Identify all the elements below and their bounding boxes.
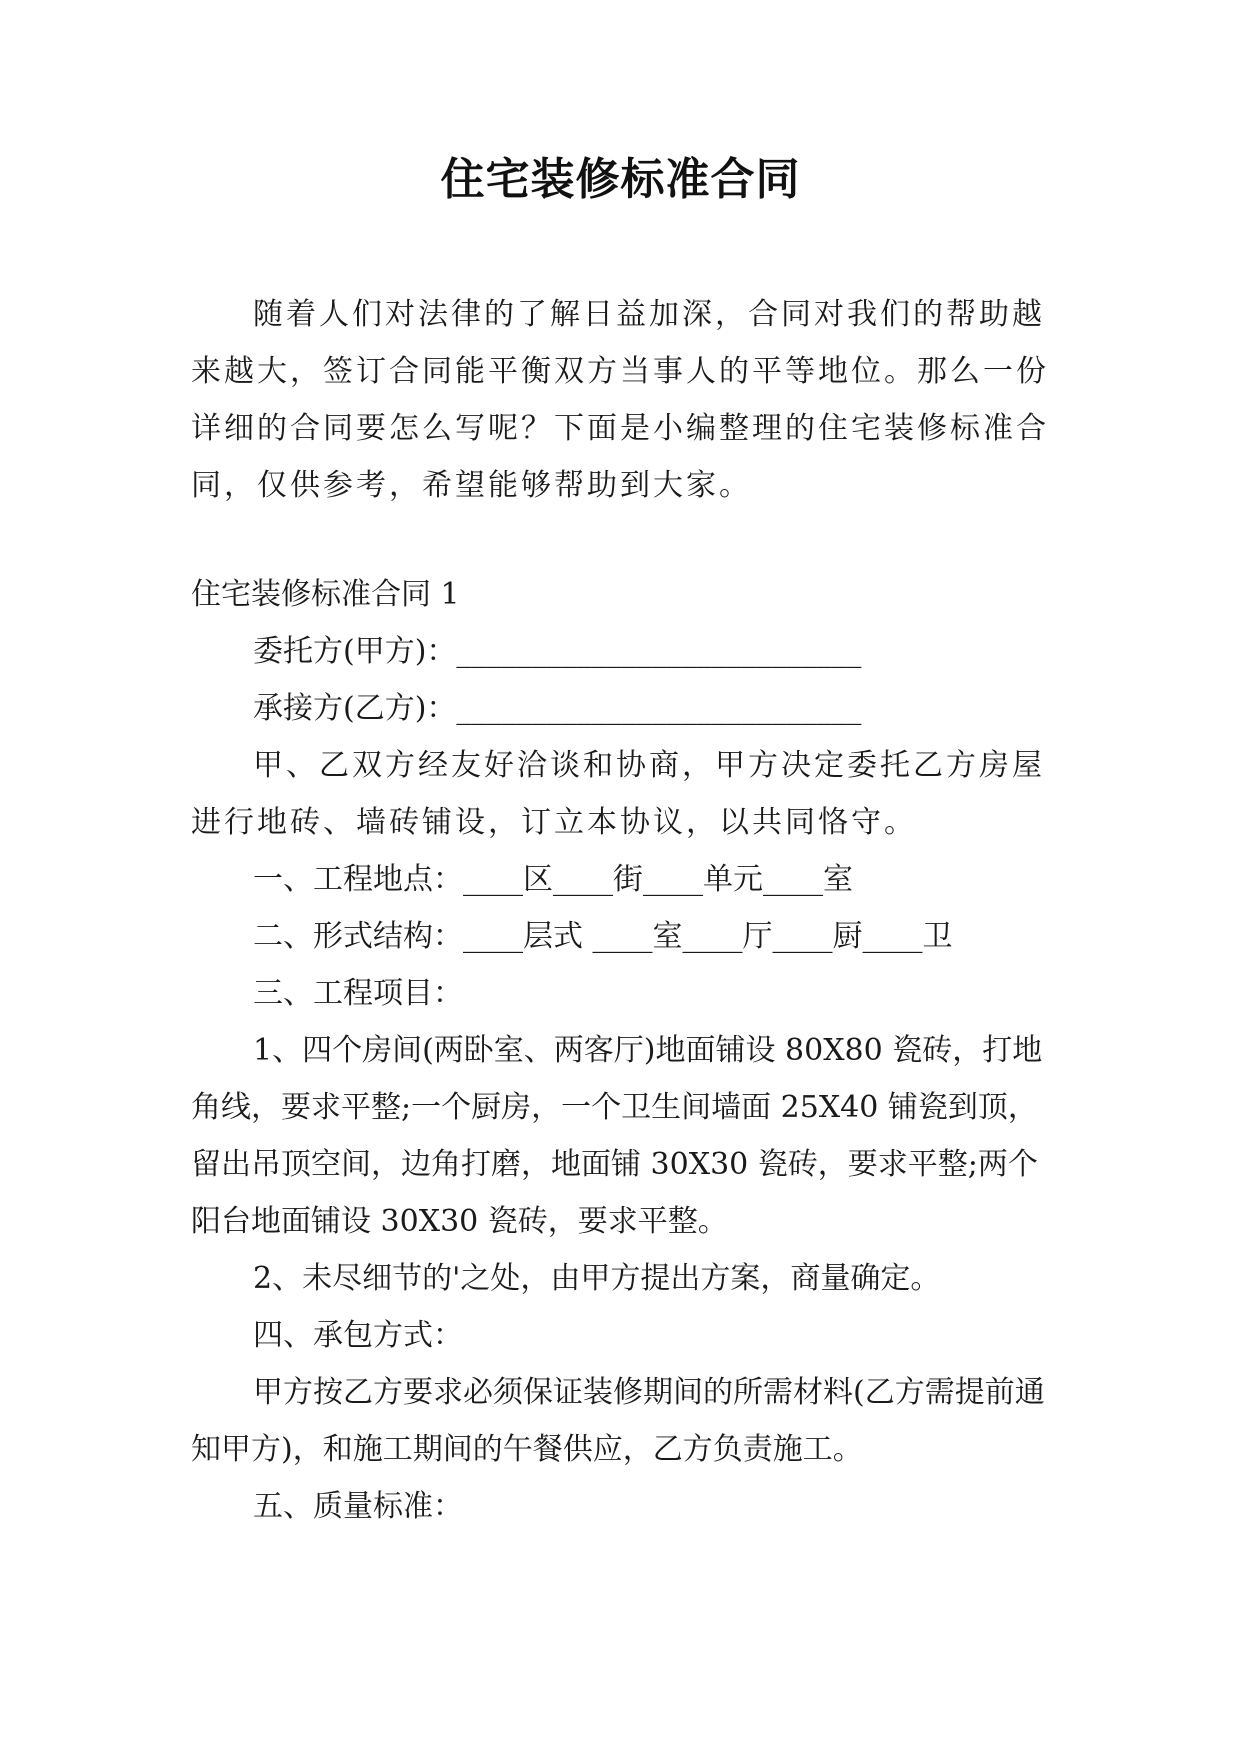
clause-quality-standard: 五、质量标准： (253, 1489, 463, 1524)
clause-contract-method-text: 甲方按乙方要求必须保证装修期间的所需材料(乙方需提前通知甲方)，和施工期间的午餐供应，乙方负责施工。 (191, 1375, 1045, 1467)
party-a-line: 委托方(甲方)：___________________________ (253, 634, 862, 669)
intro-paragraph: 随着人们对法律的了解日益加深，合同对我们的帮助越来越大，签订合同能平衡双方当事人的平等地位。那么一份详细的合同要怎么写呢？下面是小编整理的住宅装修标准合同，仅供参考，希望能够帮助到大家。 (191, 297, 1049, 503)
document-body (191, 286, 1059, 1535)
section-heading: 住宅装修标准合同 1 (191, 577, 460, 612)
clause-item-2: 2、未尽细节的'之处，由甲方提出方案，商量确定。 (253, 1261, 941, 1296)
clause-project-items: 三、工程项目： (253, 976, 463, 1011)
paragraph-gap (191, 514, 1059, 566)
clause-structure: 二、形式结构：____层式 ____室____厅____厨____卫 (253, 919, 953, 954)
agreement-paragraph: 甲、乙双方经友好洽谈和协商，甲方决定委托乙方房屋进行地砖、墙砖铺设，订立本协议，以共同恪守。 (191, 748, 1045, 840)
document-title: 住宅装修标准合同 (440, 154, 801, 205)
clause-item-1: 1、四个房间(两卧室、两客厅)地面铺设 80X80 瓷砖，打地角线，要求平整;一个厨房，一个卫生间墙面 25X40 铺瓷到顶，留出吊顶空间，边角打磨，地面铺 30X30 瓷砖，要求平整;两个阳台地面铺设 30X30 瓷砖，要求平整。 (191, 1033, 1043, 1239)
party-b-line: 承接方(乙方)：___________________________ (253, 691, 862, 726)
clause-contract-method: 四、承包方式： (253, 1318, 463, 1353)
clause-project-location: 一、工程地点：____区____街____单元____室 (253, 862, 853, 897)
